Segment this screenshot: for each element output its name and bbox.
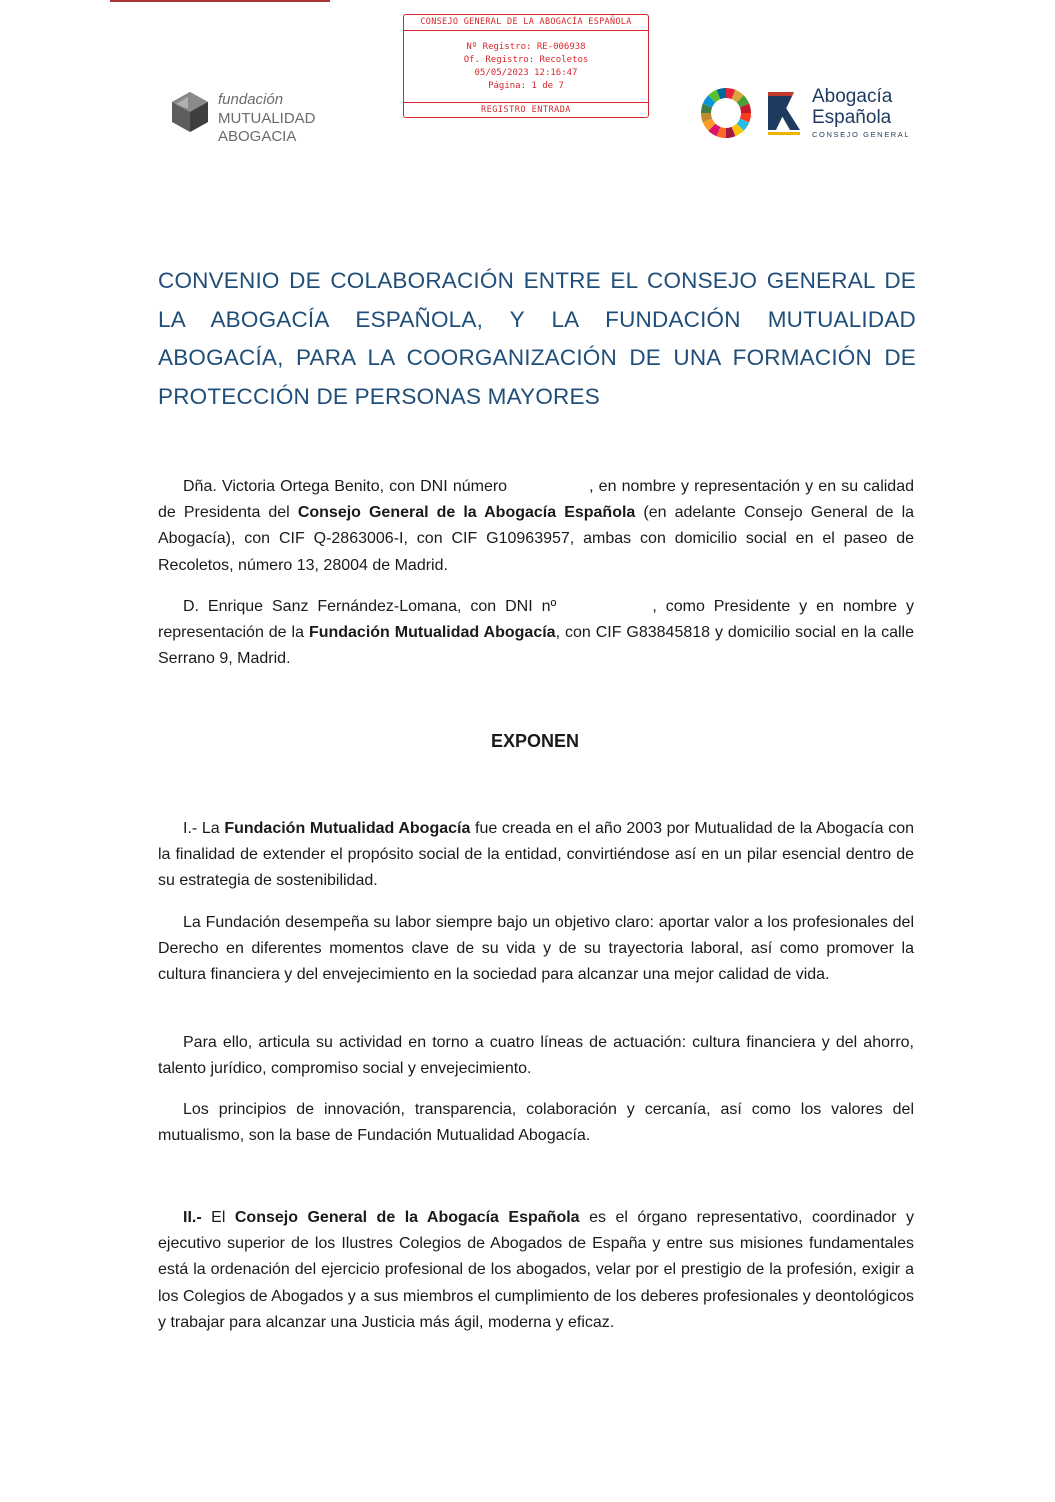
logo-abog-line2: Española [812,107,892,128]
stamp-oficina: Of. Registro: Recoletos [463,55,589,65]
logo-fund-line3: ABOGACIA [218,128,297,145]
p2-bold: Fundación Mutualidad Abogacía [308,624,556,642]
stamp-footer: REGISTRO ENTRADA [404,102,648,117]
top-edge-line [110,0,330,2]
logo-fund-line2: MUTUALIDAD [218,109,316,127]
party-paragraph-2 [158,594,914,673]
party-paragraph-1 [158,474,914,579]
document-title: CONVENIO DE COLABORACIÓN ENTRE EL CONSEJO GENERAL DE LA ABOGACÍA ESPAÑOLA, Y LA FUNDACIÓN MUTUALIDAD ABOGACÍA, PARA LA COORGANIZACIÓN DE UNA FORMACIÓN DE PROTECCIÓN DE PERSONAS MAYORES [158,268,916,409]
logo-fund-line1: fundación [218,91,284,108]
s5-text-a: El [211,1209,226,1226]
stamp-pagina: Página: 1 de 7 [488,81,564,91]
p1-text-c: (en adelante Consejo General de la Abogacía), con CIF Q-2863006-I, con CIF G10963957, ambas con domicilio social en el paseo de Recoletos, número 13, 28004 de Madrid. [158,504,915,574]
logo-abog-sub: CONSEJO GENERAL [812,130,911,139]
fundacion-hexagon-icon [168,90,212,134]
s5-text-b: es el órgano representativo, coordinador y ejecutivo superior de los Ilustres Colegios de Abogados de España y entre sus misiones fundamentales está la ordenación del ejercicio profesional de los abogados, velar por el prestigio de la profesión, exigir a los Colegios de Abogados y a sus miembros el cumplimiento de los deberes profesionales y deontológicos y trabajar para alcanzar una Justicia más ágil, moderna y eficaz. [158,1209,914,1331]
stamp-fecha: 05/05/2023 12:16:47 [474,68,578,78]
s5-bold: Consejo General de la Abogacía Española [234,1209,580,1226]
s1-text-b: fue creada en el año 2003 por Mutualidad de la Abogacía con la finalidad de extender el propósito social de la entidad, convirtiéndose así en un pilar esencial dentro de su estrategia de sostenibilidad. [158,820,915,890]
stamp-title: CONSEJO GENERAL DE LA ABOGACÍA ESPAÑOLA [404,15,648,31]
section-ii-paragraph [158,1205,914,1336]
section-i-paragraph-4: Los principios de innovación, transparencia, colaboración y cercanía, así como los valores del mutualismo, son la base de Fundación Mutualidad Abogacía. [158,1101,914,1145]
s5-num: II.- [183,1209,202,1226]
p2-text-a: D. Enrique Sanz Fernández-Lomana, con DNI nº [183,598,557,615]
s1-text-a: I.- La [183,820,220,837]
section-i-paragraph-3: Para ello, articula su actividad en torno a cuatro líneas de actuación: cultura financiera y del ahorro, talento jurídico, compromiso social y envejecimiento. [158,1034,914,1078]
stamp-registro: Nº Registro: RE-006938 [466,42,586,52]
p2-text-b: , como Presidente y en nombre y representación de la [158,598,915,642]
p1-text-b: , en nombre y representación y en su calidad de Presidenta del [158,478,914,522]
abogacia-espanola-logo [764,86,914,144]
logo-abog-line1: Abogacía [812,86,893,107]
p2-text-c: , con CIF G83845818 y domicilio social en la calle Serrano 9, Madrid. [158,624,915,668]
section-i-paragraph [158,816,914,895]
section-i-paragraph-2: La Fundación desempeña su labor siempre bajo un objetivo claro: aportar valor a los profesionales del Derecho en diferentes momentos clave de su vida y de su trayectoria laboral, así como promover la cultura financiera y del envejecimiento en la sociedad para alcanzar una mejor calidad de vida. [158,914,914,984]
fundacion-mutualidad-logo [168,88,338,148]
sdg-wheel-icon [699,86,753,140]
s1-bold: Fundación Mutualidad Abogacía [224,820,471,837]
section-heading-exponen: EXPONEN [490,731,580,751]
registration-stamp [403,14,649,118]
abogacia-a-mark-icon [764,86,804,138]
p1-text-a: Dña. Victoria Ortega Benito, con DNI número [183,478,508,495]
p1-bold: Consejo General de la Abogacía Española [297,504,636,522]
